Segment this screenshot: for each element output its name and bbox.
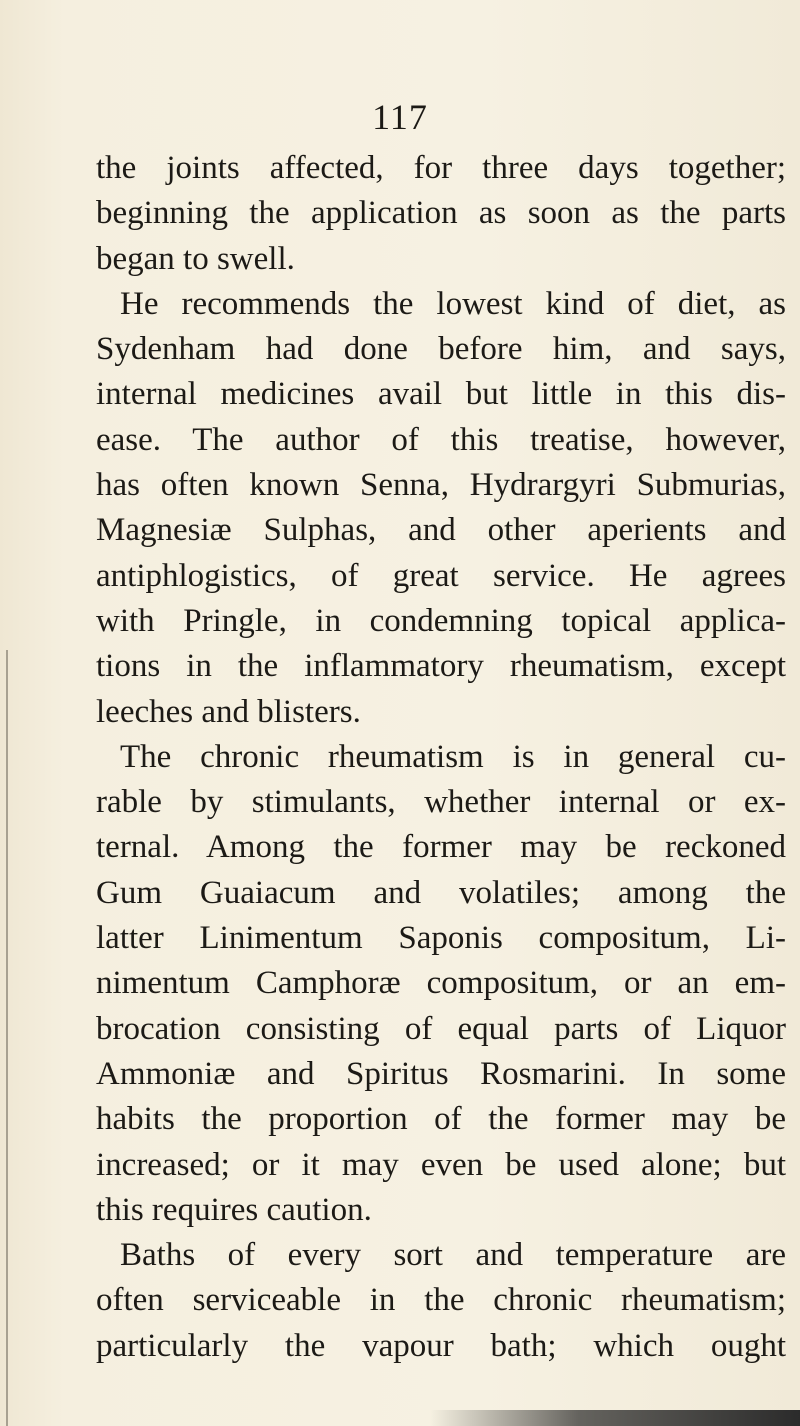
text-line: has often known Senna, Hydrargyri Submurias,	[96, 467, 786, 504]
text-line: leeches and blisters.	[96, 693, 361, 730]
text-line: antiphlogistics, of great service. He agrees	[96, 557, 786, 594]
text-line: brocation consisting of equal parts of Liquor	[96, 1010, 786, 1047]
text-line: increased; or it may even be used alone; but	[96, 1146, 786, 1183]
text-line: habits the proportion of the former may be	[96, 1101, 786, 1138]
text-line: ternal. Among the former may be reckoned	[96, 829, 786, 866]
text-line: this requires caution.	[96, 1191, 372, 1228]
text-line: ease. The author of this treatise, however,	[96, 421, 786, 458]
text-line: Ammoniæ and Spiritus Rosmarini. In some	[96, 1055, 786, 1092]
page-bottom-edge-shadow	[430, 1410, 800, 1426]
text-line: particularly the vapour bath; which ought	[96, 1327, 786, 1364]
text-line: rable by stimulants, whether internal or ex-	[96, 784, 786, 821]
text-line: Sydenham had done before him, and says,	[96, 331, 786, 368]
text-line: often serviceable in the chronic rheumatism;	[96, 1282, 786, 1319]
text-line: Gum Guaiacum and volatiles; among the	[96, 874, 786, 911]
page-number: 117	[372, 97, 428, 137]
gutter-shadow	[6, 650, 8, 1426]
body-text	[96, 146, 786, 1369]
text-line: with Pringle, in condemning topical applica-	[96, 602, 786, 639]
text-line: began to swell.	[96, 240, 295, 277]
text-line: The chronic rheumatism is in general cu-	[120, 738, 786, 775]
text-line: nimentum Camphoræ compositum, or an em-	[96, 965, 786, 1002]
text-line: He recommends the lowest kind of diet, as	[120, 285, 786, 322]
text-line: the joints affected, for three days together;	[96, 150, 786, 186]
text-line: Magnesiæ Sulphas, and other aperients and	[96, 512, 786, 549]
text-line: internal medicines avail but little in this dis-	[96, 376, 786, 413]
text-line: beginning the application as soon as the parts	[96, 195, 786, 232]
text-line: latter Linimentum Saponis compositum, Li-	[96, 920, 786, 957]
text-line: Baths of every sort and temperature are	[120, 1237, 786, 1274]
text-line: tions in the inflammatory rheumatism, except	[96, 648, 786, 685]
